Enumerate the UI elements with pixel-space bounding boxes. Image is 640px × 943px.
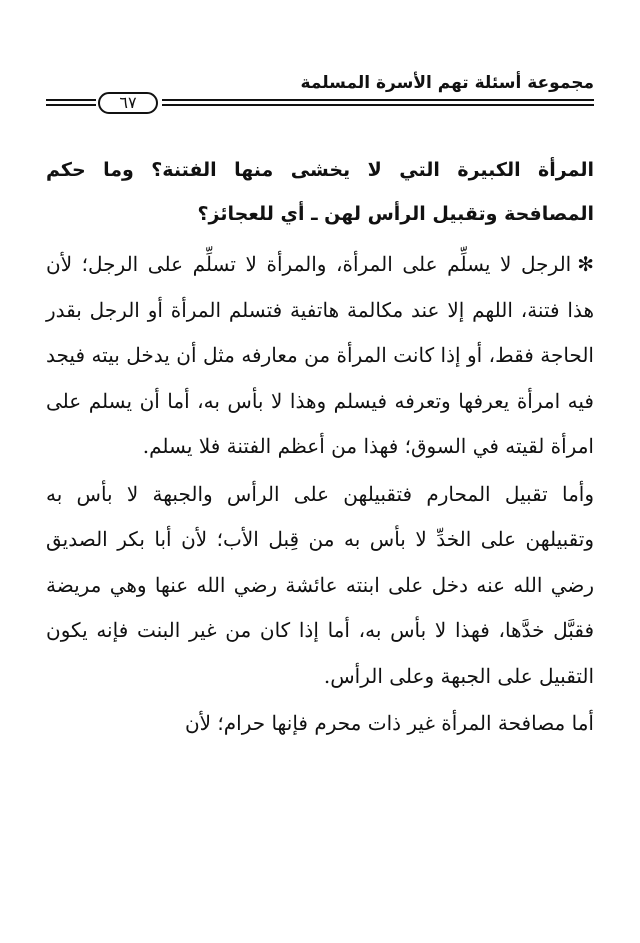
question-heading: المرأة الكبيرة التي لا يخشى منها الفتنة؟ وما حكم المصافحة وتقبيل الرأس لهن ـ أي للعجائز؟ bbox=[46, 159, 594, 225]
header-rule bbox=[46, 92, 594, 116]
running-header-title: مجموعة أسئلة تهم الأسرة المسلمة bbox=[300, 73, 594, 93]
answer-paragraph-1 bbox=[46, 242, 594, 470]
answer-paragraph-2: وأما تقبيل المحارم فتقبيلهن على الرأس والجبهة لا بأس به وتقبيلهن على الخدِّ لا بأس به من قِبل الأب؛ لأن أبا بكر الصديق رضي الله عنه دخل على ابنته عائشة رضي الله عنها وهي مريضة فقبَّل خدَّها، فهذا لا بأس به، أما إذا كان من غير البنت فإنه يكون التقبيل على الجبهة وعلى الرأس. bbox=[46, 481, 594, 688]
header-rule-right bbox=[162, 99, 594, 106]
page-number: ٦٧ bbox=[98, 92, 158, 114]
answer-paragraph-3: أما مصافحة المرأة غير ذات محرم فإنها حرام؛ لأن bbox=[184, 711, 594, 735]
answer-paragraph-1-text: الرجل لا يسلِّم على المرأة، والمرأة لا تسلِّم على الرجل؛ لأن هذا فتنة، اللهم إلا عند مكالمة هاتفية فتسلم المرأة أو الرجل بقدر الحاجة فقط، أو إذا كانت المرأة من معارفه مثل أن يدخل بيته فيجد فيه امرأة يعرفها وتعرفه فيسلم وهذا لا بأس به، أما أن يسلم على امرأة لقيته في السوق؛ فهذا من أعظم الفتنة فلا يسلم. bbox=[46, 252, 594, 458]
header-rule-left bbox=[46, 99, 96, 106]
answer-marker-icon: ✻ bbox=[577, 252, 594, 276]
page-body bbox=[46, 148, 594, 749]
